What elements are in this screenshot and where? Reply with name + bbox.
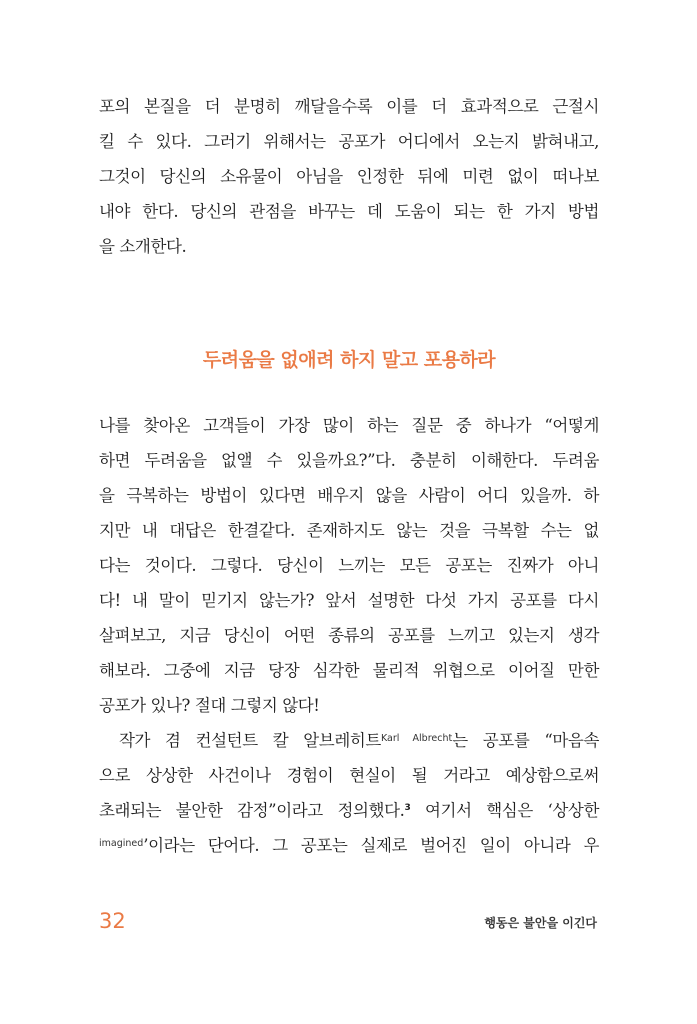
text-line: 공포가 있나? 절대 그렇지 않다! [99, 696, 320, 715]
text-line: 살펴보고, 지금 당신이 어떤 종류의 공포를 느끼고 있는지 생각 [99, 626, 599, 645]
text-fragment: 작가 겸 컨설턴트 칼 알브레히트 [119, 731, 381, 750]
text-line: 해보라. 그중에 지금 당장 심각한 물리적 위협으로 이어질 만한 [99, 661, 599, 680]
text-line: 지만 내 대답은 한결같다. 존재하지도 않는 것을 극복할 수는 없 [99, 521, 599, 540]
text-line: 을 극복하는 방법이 있다면 배우지 않을 사람이 어디 있을까. 하 [99, 486, 599, 505]
paragraph-body [99, 408, 599, 863]
text-line [99, 828, 599, 863]
text-line [99, 723, 599, 758]
superscript-annotation: imagined [99, 838, 144, 849]
text-line: 하면 두려움을 없앨 수 있을까요?”다. 충분히 이해한다. 두려움 [99, 451, 599, 470]
text-line: 으로 상상한 사건이나 경험이 현실이 될 거라고 예상함으로써 [99, 766, 599, 785]
footnote-reference: 3 [404, 803, 411, 813]
text-line: 을 소개한다. [99, 237, 187, 256]
text-fragment: 초래되는 불안한 감정”이라고 정의했다. [99, 801, 405, 820]
text-line: 킬 수 있다. 그러기 위해서는 공포가 어디에서 오는지 밝혀내고, [99, 132, 599, 151]
page-number: 32 [99, 909, 126, 933]
text-line: 다! 내 말이 믿기지 않는가? 앞서 설명한 다섯 가지 공포를 다시 [99, 591, 599, 610]
running-title: 행동은 불안을 이긴다 [484, 916, 597, 930]
text-fragment: ’이라는 단어다. 그 공포는 실제로 벌어진 일이 아니라 우 [143, 836, 599, 855]
text-line: 포의 본질을 더 분명히 깨달을수록 이를 더 효과적으로 근절시 [99, 97, 599, 116]
text-line: 나를 찾아온 고객들이 가장 많이 하는 질문 중 하나가 “어떻게 [99, 416, 599, 435]
superscript-annotation: Karl Albrecht [380, 733, 453, 744]
section-heading: 두려움을 없애려 하지 말고 포용하라 [202, 349, 496, 371]
paragraph-intro [99, 89, 599, 264]
text-line: 그것이 당신의 소유물이 아님을 인정한 뒤에 미련 없이 떠나보 [99, 167, 599, 186]
text-fragment: 는 공포를 “마음속 [452, 731, 600, 750]
text-line: 다는 것이다. 그렇다. 당신이 느끼는 모든 공포는 진짜가 아니 [99, 556, 599, 575]
text-line: 내야 한다. 당신의 관점을 바꾸는 데 도움이 되는 한 가지 방법 [99, 202, 599, 221]
text-line [99, 793, 599, 828]
text-fragment: 여기서 핵심은 ‘상상한 [410, 801, 599, 820]
